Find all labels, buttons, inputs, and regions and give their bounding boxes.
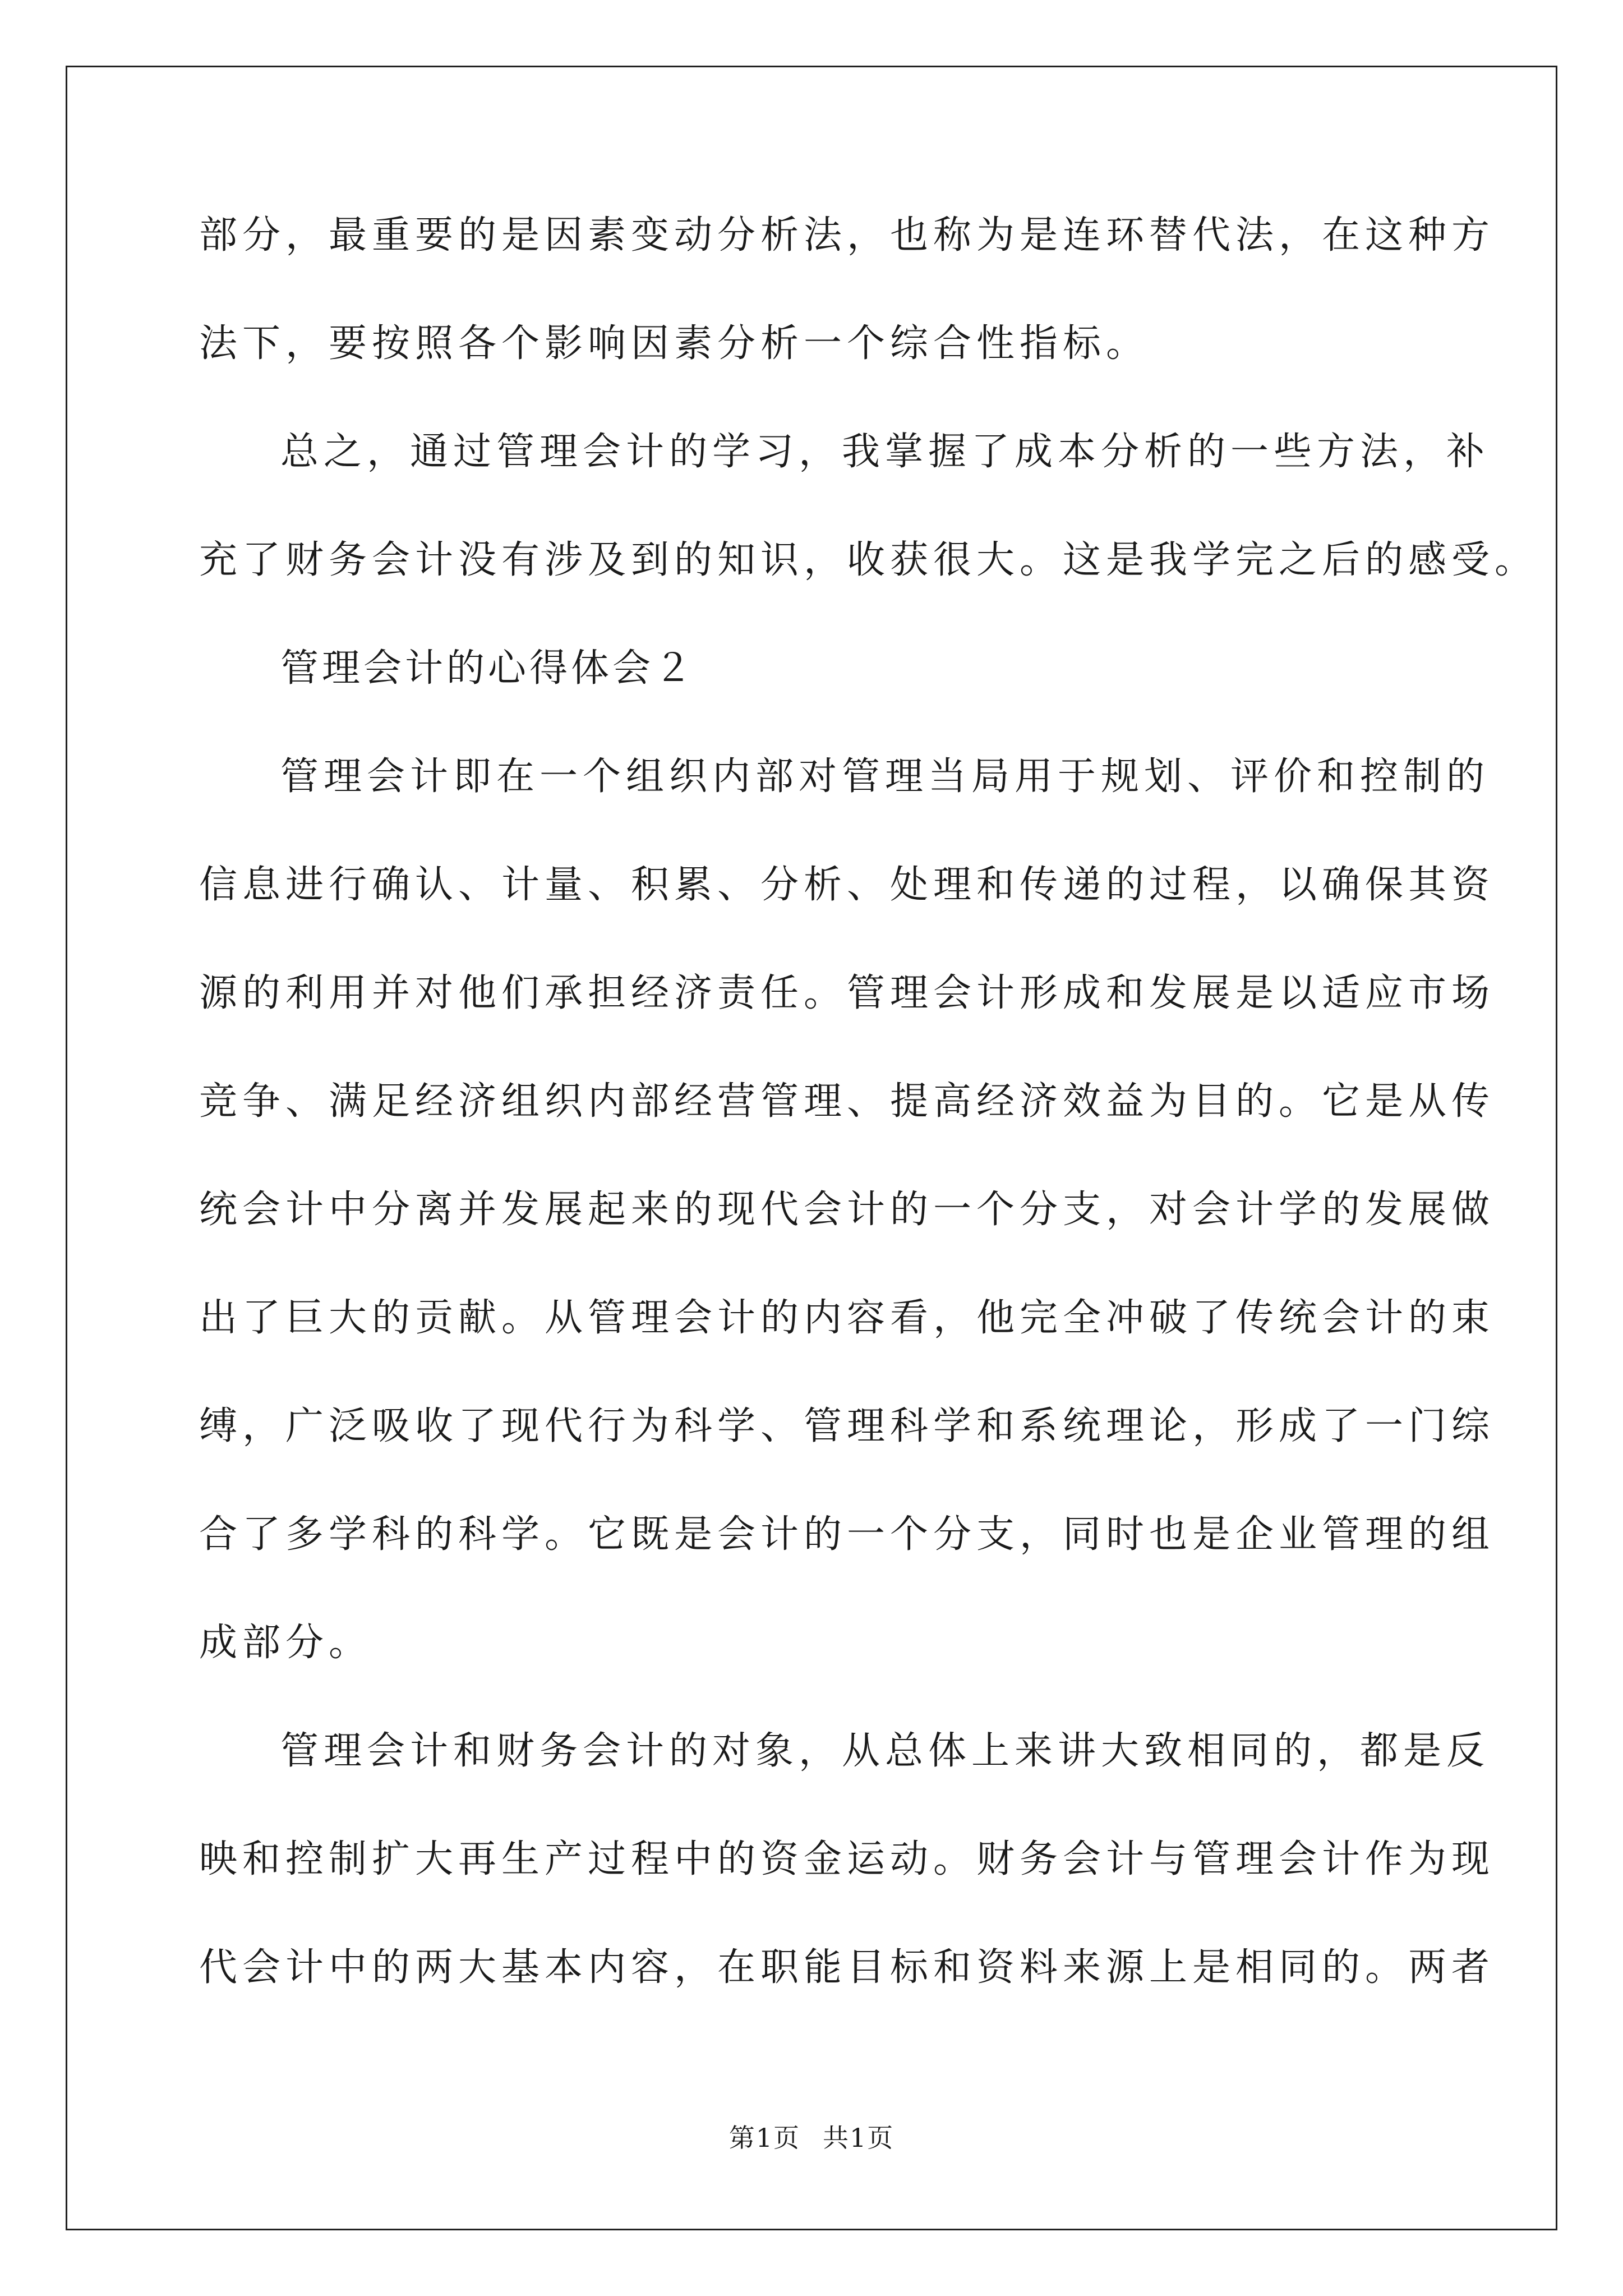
text-line: 成部分。: [199, 1621, 372, 1665]
text-line: 统会计中分离并发展起来的现代会计的一个分支，对会计学的发展做: [199, 1188, 1495, 1232]
section-heading: 管理会计的心得体会２: [280, 646, 696, 691]
page-total: 共1页: [823, 2123, 895, 2153]
text-line: 管理会计和财务会计的对象，从总体上来讲大致相同的，都是反: [280, 1729, 1490, 1773]
text-line: 缚，广泛吸收了现代行为科学、管理科学和系统理论，形成了一门综: [199, 1404, 1495, 1448]
page-number: 第1页: [728, 2123, 800, 2153]
document-body: [199, 208, 1538, 2048]
text-line: 源的利用并对他们承担经济责任。管理会计形成和发展是以适应市场: [199, 971, 1495, 1015]
text-line: 竞争、满足经济组织内部经营管理、提高经济效益为目的。它是从传: [199, 1079, 1495, 1124]
text-line: 合了多学科的科学。它既是会计的一个分支，同时也是企业管理的组: [199, 1512, 1495, 1557]
text-line: 法下，要按照各个影响因素分析一个综合性指标。: [199, 321, 1150, 366]
text-line: 总之，通过管理会计的学习，我掌握了成本分析的一些方法，补: [280, 430, 1490, 474]
text-line: 出了巨大的贡献。从管理会计的内容看，他完全冲破了传统会计的束: [199, 1296, 1495, 1340]
text-line: 部分，最重要的是因素变动分析法，也称为是连环替代法，在这种方: [199, 213, 1495, 257]
page-footer: [0, 2118, 1623, 2155]
text-line: 信息进行确认、计量、积累、分析、处理和传递的过程，以确保其资: [199, 863, 1495, 907]
text-line: 映和控制扩大再生产过程中的资金运动。财务会计与管理会计作为现: [199, 1837, 1495, 1881]
text-line: 代会计中的两大基本内容，在职能目标和资料来源上是相同的。两者: [199, 1945, 1495, 1990]
text-line: 管理会计即在一个组织内部对管理当局用于规划、评价和控制的: [280, 754, 1490, 799]
text-line: 充了财务会计没有涉及到的知识，收获很大。这是我学完之后的感受。: [199, 538, 1538, 582]
